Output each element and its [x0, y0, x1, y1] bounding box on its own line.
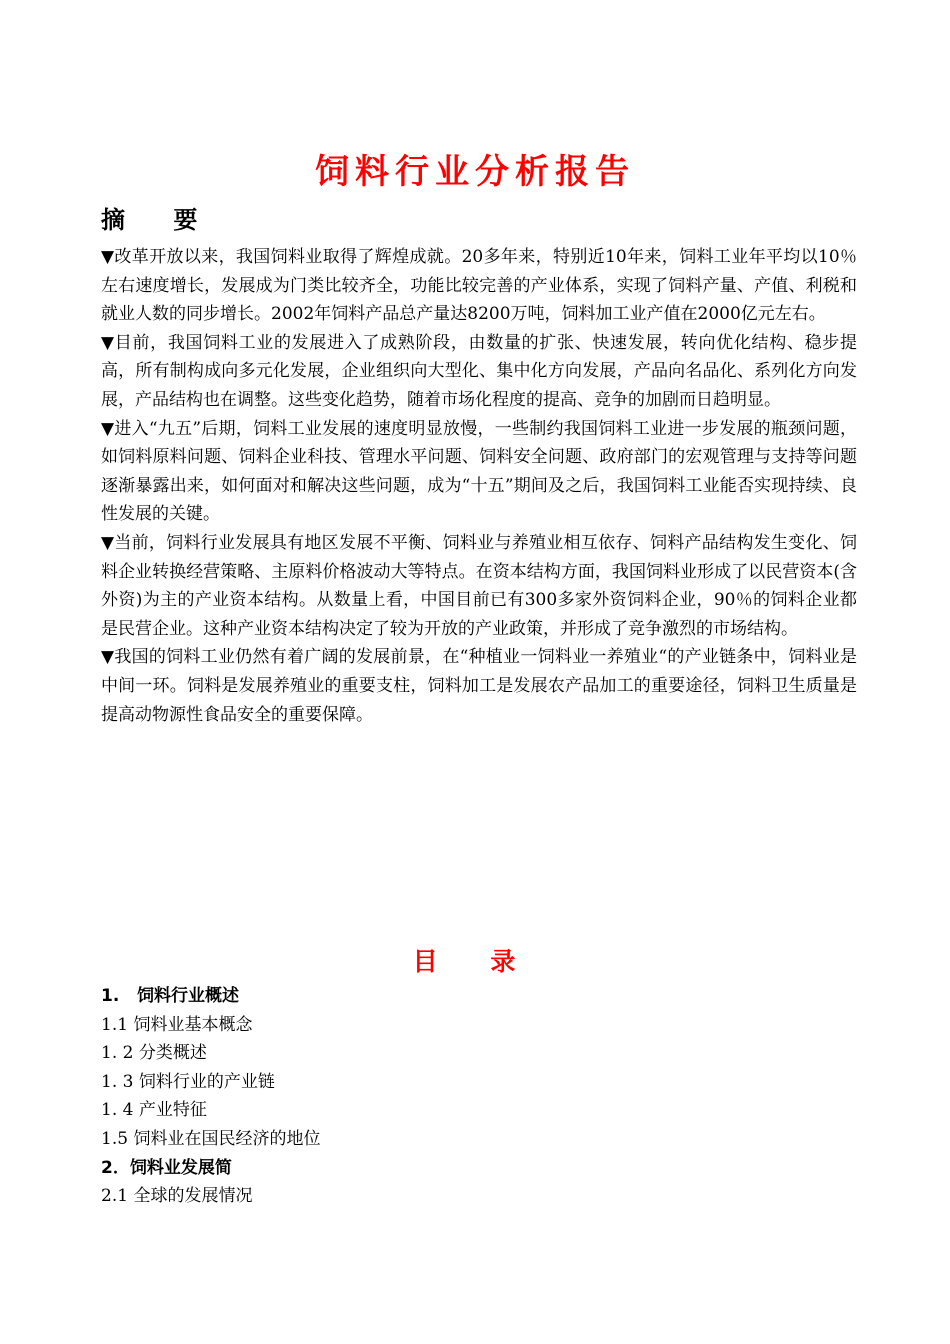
toc-entry-2[interactable]: 2．饲料业发展简 — [101, 1157, 232, 1178]
toc-entry-1-1[interactable]: 1.1 饲料业基本概念 — [101, 1014, 253, 1035]
abstract-paragraph: ▼改革开放以来，我国饲料业取得了辉煌成就。20多年来，特别近10年来，饲料工业年平均以10％左右速度增长，发展成为门类比较齐全，功能比较完善的产业体系，实现了饲料产量、产值、利税和就业人数的同步增长。2002年饲料产品总产量达8200万吨，饲料加工业产值在2000亿元左右。 — [101, 247, 857, 325]
abstract-body — [101, 243, 857, 729]
document-title: 饲料行业分析报告 — [315, 152, 635, 192]
toc-entry-1-5[interactable]: 1.5 饲料业在国民经济的地位 — [101, 1128, 321, 1149]
toc-entry-1-2[interactable]: 1. 2 分类概述 — [101, 1043, 207, 1064]
toc-entry-1[interactable]: 1. 饲料行业概述 — [101, 986, 240, 1006]
toc-entry-1-4[interactable]: 1. 4 产业特征 — [101, 1100, 207, 1121]
toc-entry-1-3[interactable]: 1. 3 饲料行业的产业链 — [101, 1071, 275, 1092]
abstract-heading: 摘 要 — [101, 206, 218, 234]
abstract-paragraph: ▼进入“九五”后期，饲料工业发展的速度明显放慢，一些制约我国饲料工业进一步发展的瓶颈问题，如饲料原料问题、饲料企业科技、管理水平问题、饲料安全问题、政府部门的宏观管理与支持等问题逐渐暴露出来，如何面对和解决这些问题，成为“十五”期间及之后，我国饲料工业能否实现持续、良性发展的关键。 — [101, 418, 857, 525]
abstract-paragraph: ▼我国的饲料工业仍然有着广阔的发展前景，在“种植业一饲料业一养殖业“的产业链条中，饲料业是中间一环。饲料是发展养殖业的重要支柱，饲料加工是发展农产品加工的重要途径，饲料卫生质量是提高动物源性食品安全的重要保障。 — [101, 647, 857, 725]
abstract-paragraph: ▼目前，我国饲料工业的发展进入了成熟阶段，由数量的扩张、快速发展，转向优化结构、稳步提高，所有制构成向多元化发展，企业组织向大型化、集中化方向发展，产品向名品化、系列化方向发展，产品结构也在调整。这些变化趋势，随着市场化程度的提高、竞争的加剧而日趋明显。 — [101, 332, 857, 410]
table-of-contents — [101, 982, 857, 1211]
toc-heading: 目 录 — [412, 947, 538, 976]
abstract-paragraph: ▼当前，饲料行业发展具有地区发展不平衡、饲料业与养殖业相互依存、饲料产品结构发生变化、饲料企业转换经营策略、主原料价格波动大等特点。在资本结构方面，我国饲料业形成了以民营资本(含外资)为主的产业资本结构。从数量上看，中国目前已有300多家外资饲料企业，90％的饲料企业都是民营企业。这种产业资本结构决定了较为开放的产业政策，并形成了竞争激烈的市场结构。 — [101, 532, 857, 639]
toc-entry-2-1[interactable]: 2.1 全球的发展情况 — [101, 1186, 253, 1207]
